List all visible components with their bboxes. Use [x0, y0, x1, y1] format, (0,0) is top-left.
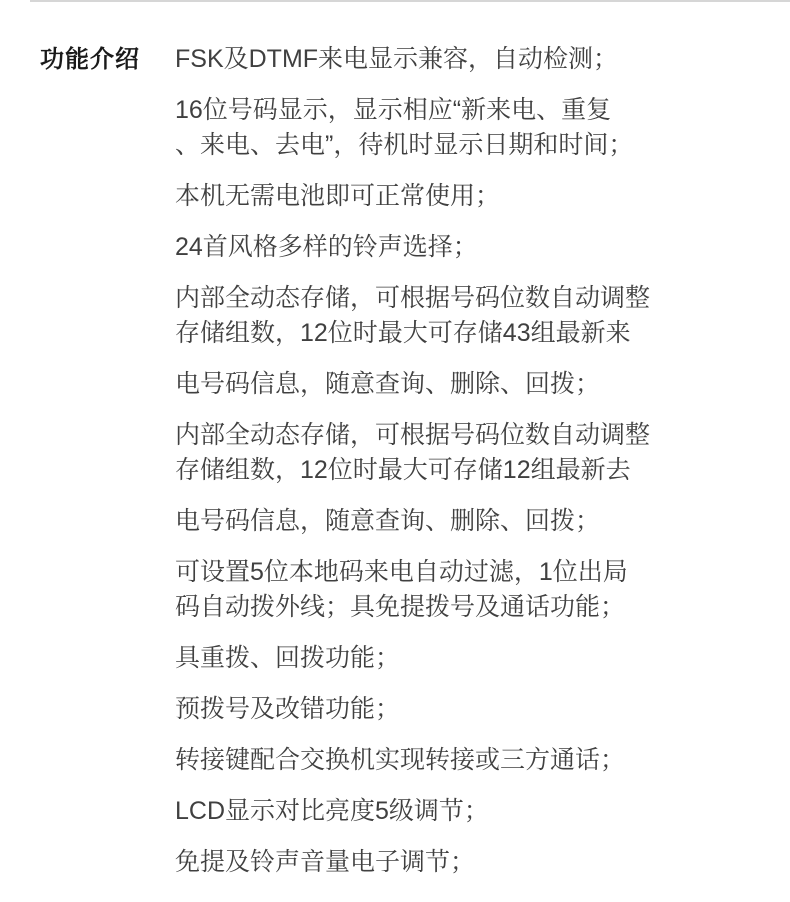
- feature-paragraph: [175, 794, 735, 829]
- feature-line: 预拨号及改错功能；: [175, 695, 401, 723]
- feature-line: 免提及铃声音量电子调节；: [175, 848, 476, 876]
- feature-line: 24首风格多样的铃声选择；: [175, 233, 478, 261]
- feature-paragraph: [175, 743, 735, 778]
- feature-paragraph: [175, 845, 735, 880]
- feature-paragraph: [175, 179, 735, 214]
- feature-line: 存储组数，12位时最大可存储12组最新去: [175, 456, 631, 484]
- feature-paragraph: [175, 418, 735, 488]
- feature-paragraph: [175, 93, 735, 163]
- feature-line: 转接键配合交换机实现转接或三方通话；: [175, 746, 626, 774]
- feature-line: 具重拨、回拨功能；: [175, 644, 401, 672]
- feature-line: 内部全动态存储，可根据号码位数自动调整: [175, 284, 651, 312]
- feature-line: 电号码信息，随意查询、删除、回拨；: [175, 370, 601, 398]
- feature-line: 码自动拨外线；具免提拨号及通话功能；: [175, 593, 626, 621]
- feature-line: 可设置5位本地码来电自动过滤，1位出局: [175, 558, 628, 586]
- feature-list: [175, 42, 735, 880]
- feature-line: 、来电、去电”，待机时显示日期和时间；: [175, 131, 634, 159]
- feature-paragraph: [175, 641, 735, 676]
- feature-paragraph: [175, 367, 735, 402]
- feature-line: LCD显示对比亮度5级调节；: [175, 797, 489, 825]
- feature-line: 内部全动态存储，可根据号码位数自动调整: [175, 421, 651, 449]
- feature-paragraph: [175, 692, 735, 727]
- feature-line: FSK及DTMF来电显示兼容，自动检测；: [175, 45, 619, 73]
- feature-paragraph: [175, 230, 735, 265]
- feature-paragraph: [175, 504, 735, 539]
- feature-line: 本机无需电池即可正常使用；: [175, 182, 501, 210]
- feature-line: 电号码信息，随意查询、删除、回拨；: [175, 507, 601, 535]
- section-title: 功能介绍: [40, 46, 140, 73]
- feature-paragraph: [175, 42, 735, 77]
- feature-line: 存储组数，12位时最大可存储43组最新来: [175, 319, 631, 347]
- feature-paragraph: [175, 281, 735, 351]
- feature-line: 16位号码显示，显示相应“新来电、重复: [175, 96, 612, 124]
- feature-paragraph: [175, 555, 735, 625]
- section-top-divider: [30, 0, 790, 2]
